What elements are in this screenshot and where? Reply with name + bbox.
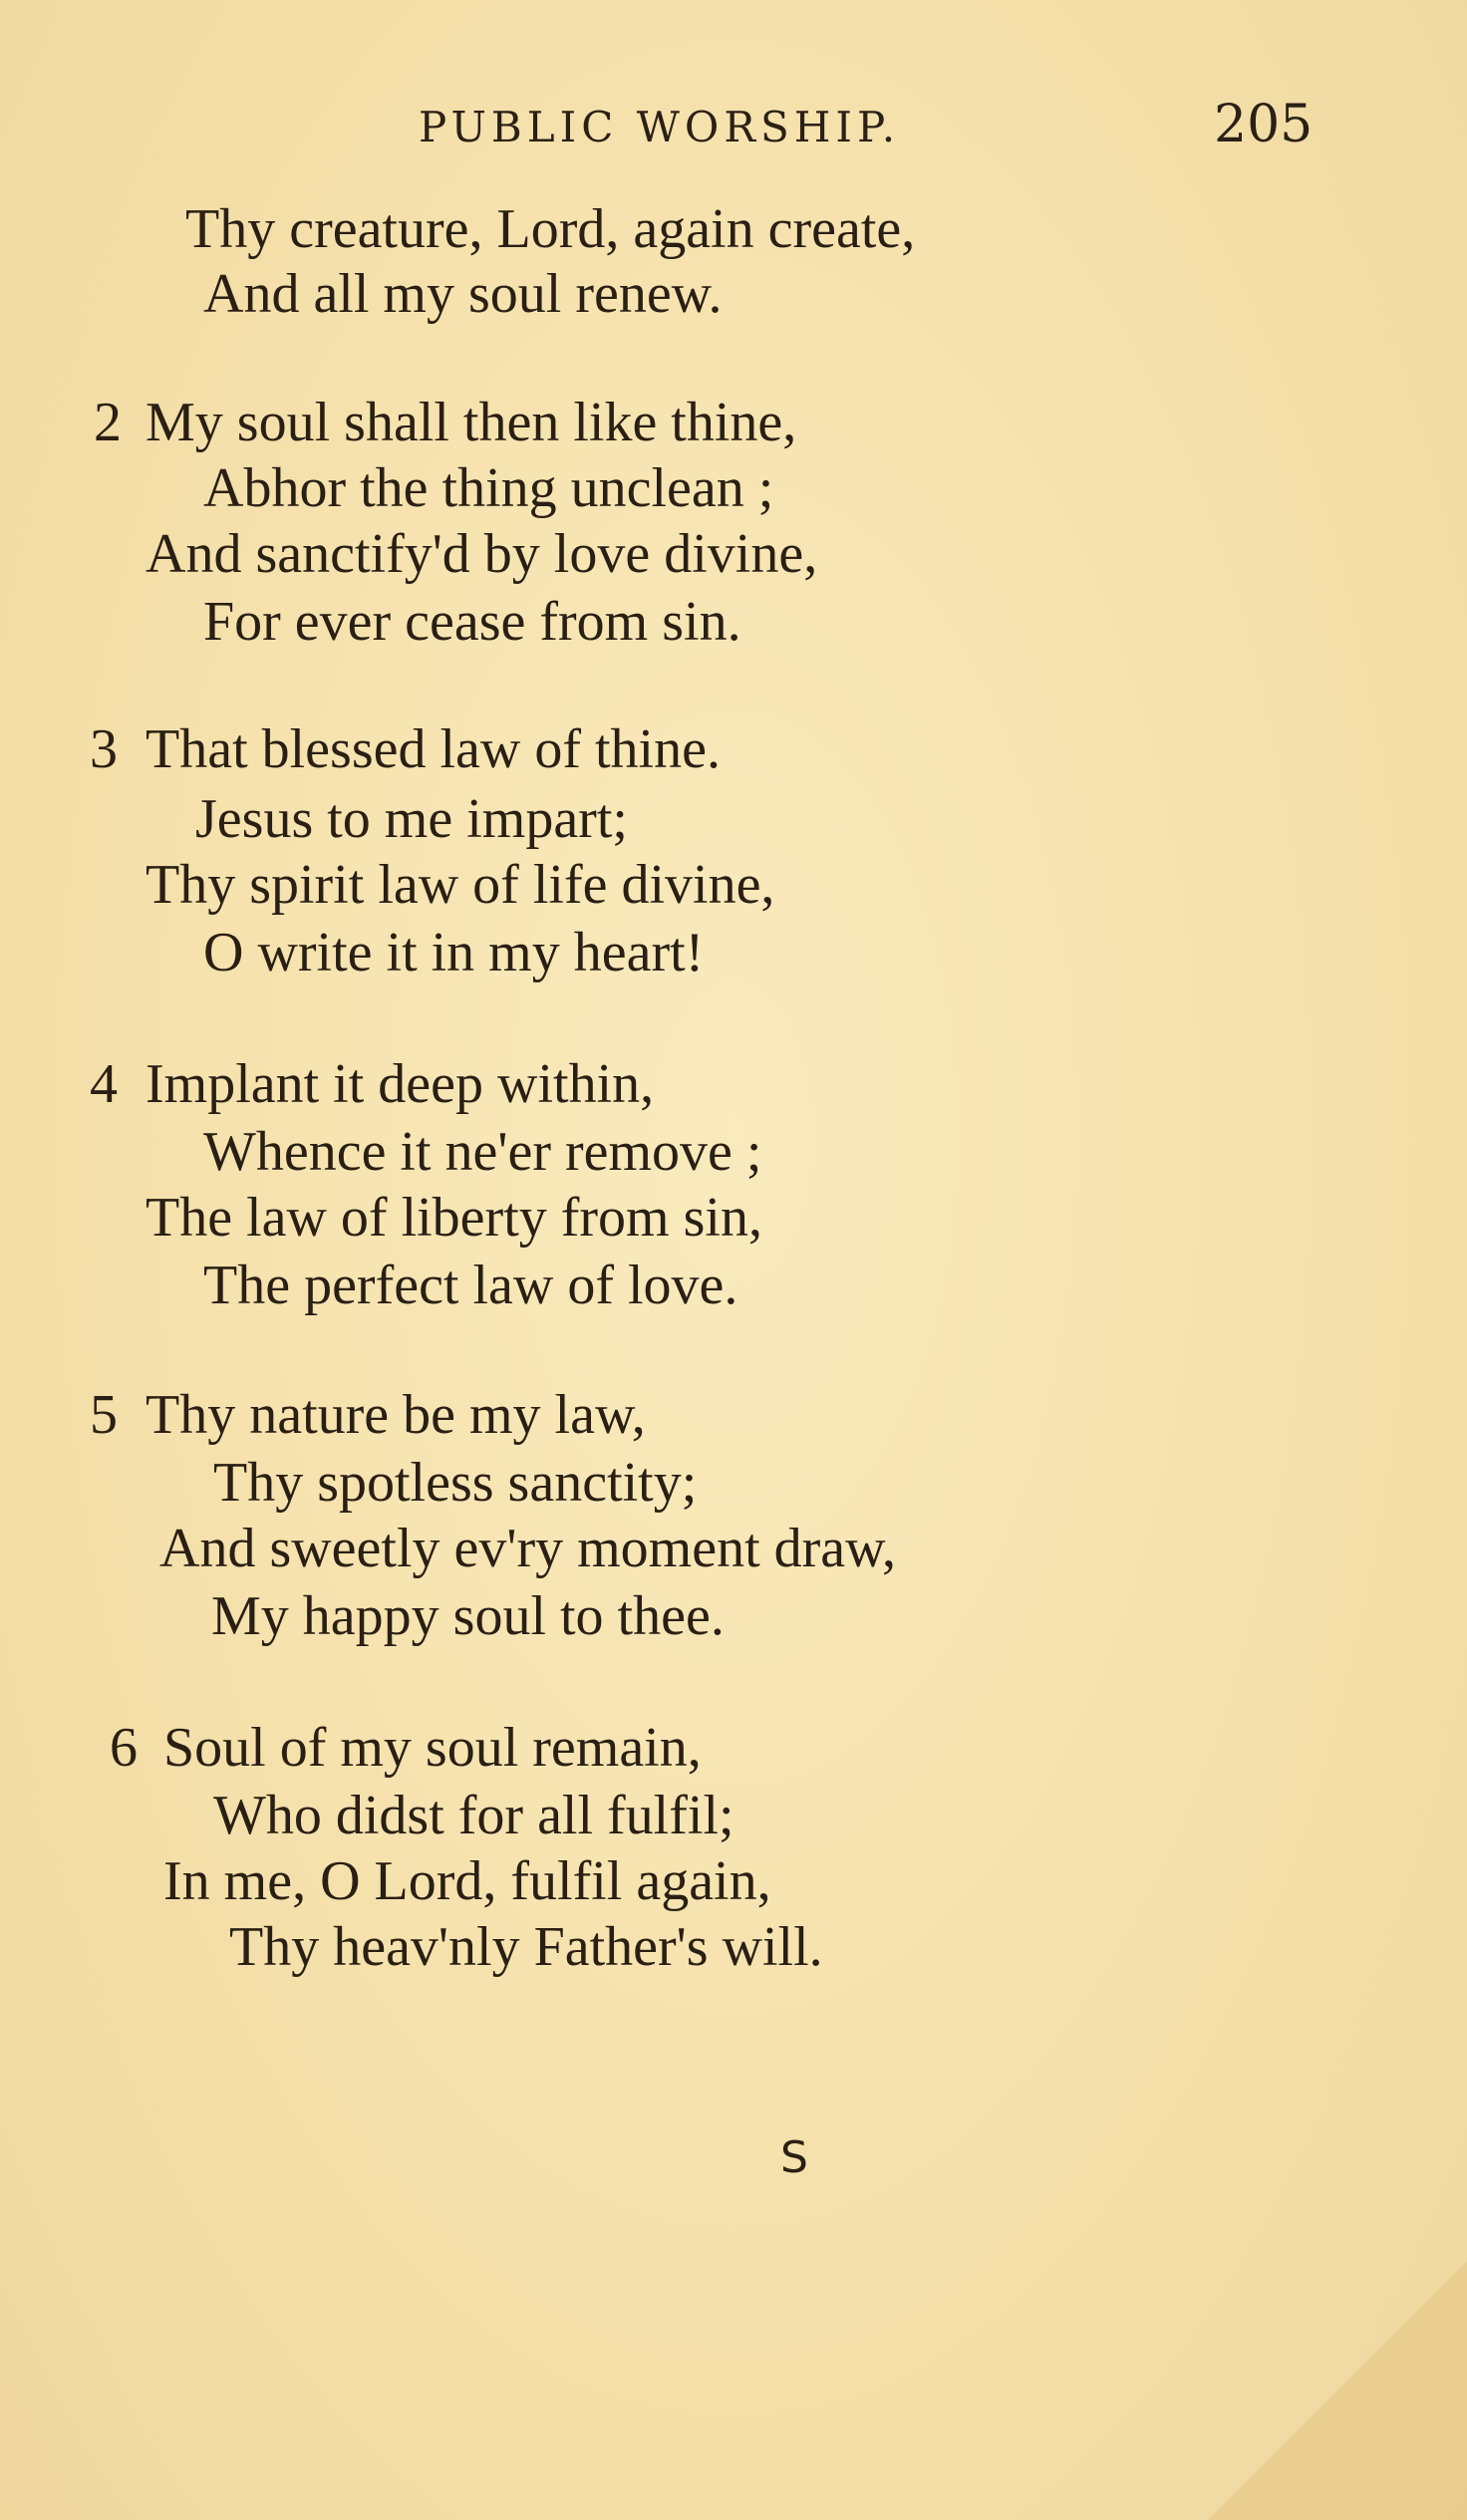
verse-line: And sanctify'd by love divine, (146, 523, 818, 585)
verse-line: The law of liberty from sin, (146, 1187, 762, 1249)
verse-line: And all my soul renew. (203, 263, 723, 325)
stanza-number: 5 (90, 1384, 118, 1446)
page-corner-stain (1208, 2261, 1467, 2520)
verse-line: Thy heav'nly Father's will. (229, 1916, 823, 1978)
verse-line: Thy creature, Lord, again create, (185, 198, 916, 260)
page-number: 205 (1214, 95, 1314, 154)
verse-line: Thy spotless sanctity; (213, 1452, 698, 1514)
verse-line: O write it in my heart! (203, 922, 705, 983)
verse-line: In me, O Lord, fulfil again, (163, 1850, 771, 1912)
verse-line: Soul of my soul remain, (163, 1717, 702, 1779)
verse-line: My soul shall then like thine, (146, 392, 797, 453)
stanza-number: 3 (90, 718, 118, 780)
verse-line: The perfect law of love. (203, 1255, 738, 1316)
verse-line: Whence it ne'er remove ; (203, 1121, 762, 1183)
verse-line: My happy soul to thee. (211, 1585, 725, 1647)
verse-line: That blessed law of thine. (146, 718, 721, 780)
signature-mark: S (780, 2132, 808, 2183)
stanza-number: 4 (90, 1053, 118, 1115)
verse-line: Thy spirit law of life divine, (146, 854, 775, 916)
running-title: PUBLIC WORSHIP. (419, 103, 901, 151)
verse-line: For ever cease from sin. (203, 591, 741, 653)
verse-line: And sweetly ev'ry moment draw, (159, 1518, 896, 1579)
stanza-number: 6 (110, 1717, 138, 1779)
verse-line: Implant it deep within, (146, 1053, 655, 1115)
stanza-number: 2 (94, 392, 122, 453)
page-header (0, 95, 1467, 154)
verse-line: Who didst for all fulfil; (213, 1785, 734, 1846)
verse-line: Jesus to me impart; (195, 788, 628, 850)
verse-line: Abhor the thing unclean ; (203, 457, 774, 519)
verse-line: Thy nature be my law, (146, 1384, 646, 1446)
